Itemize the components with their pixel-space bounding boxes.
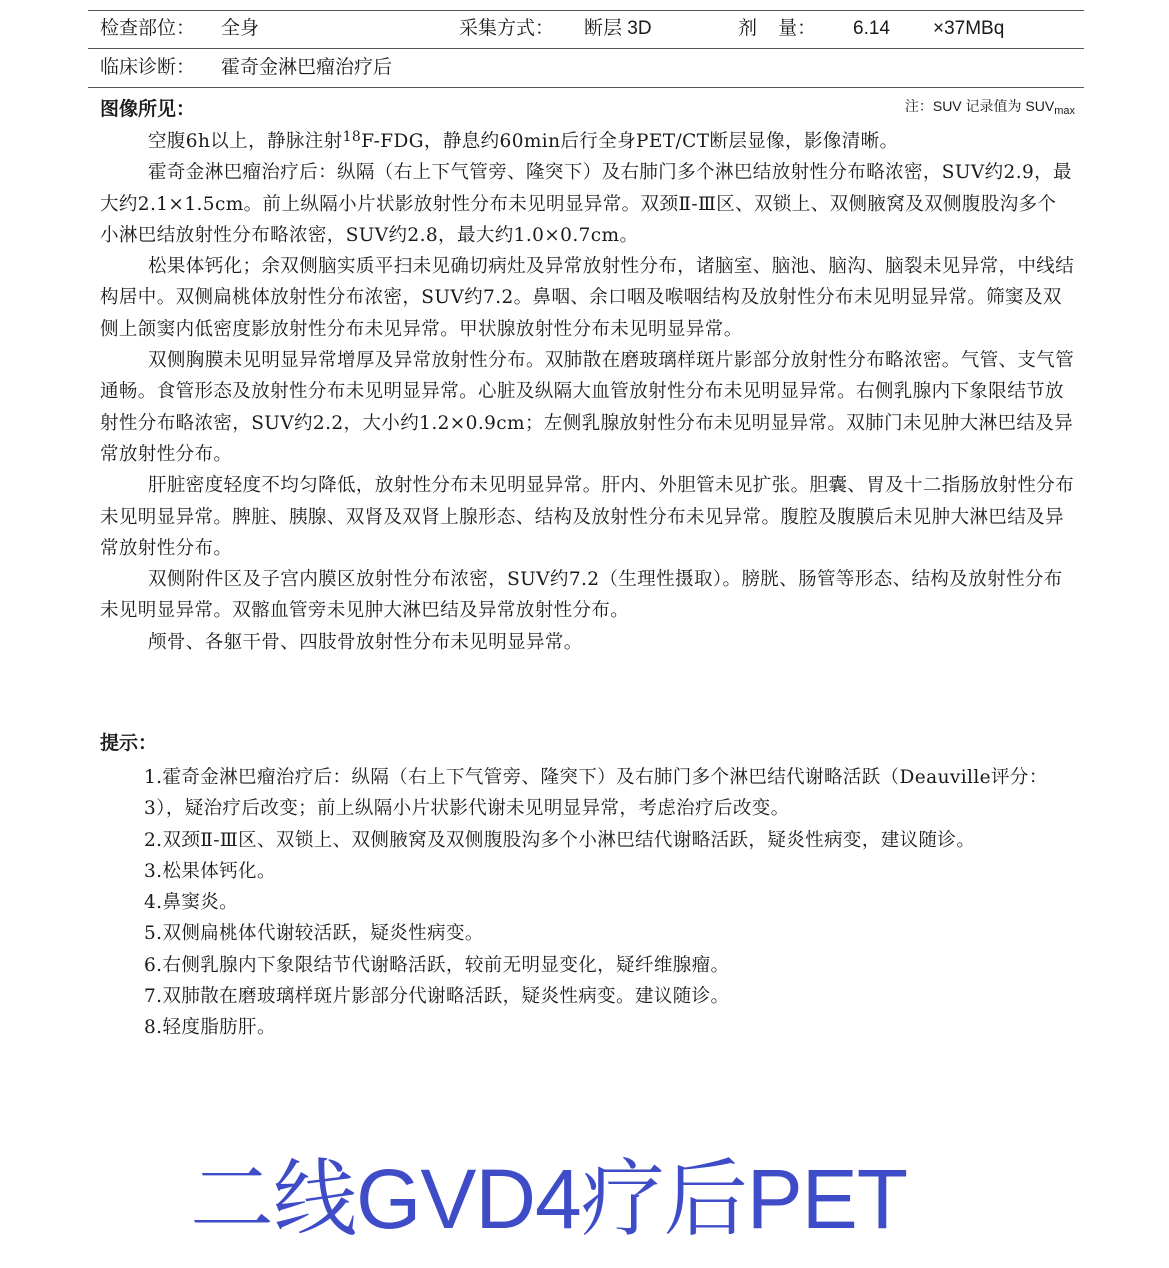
findings-paragraph-chest: 双侧胸膜未见明显异常增厚及异常放射性分布。双肺散在磨玻璃样斑片影部分放射性分布略浓密。气管、支气管通畅。食管形态及放射性分布未见明显异常。心脏及纵隔大血管放射性分布未见明显异常。右侧乳腺内下象限结节放射性分布略浓密，SUV约2.2，大小约1.2×0.9cm；左侧乳腺放射性分布未见明显异常。双肺门未见肿大淋巴结及异常放射性分布。 (100, 350, 1075, 465)
header-divider-2 (88, 87, 1084, 88)
hint-item: 5.双侧扁桃体代谢较活跃，疑炎性病变。 (144, 923, 484, 945)
suv-note (905, 96, 1075, 117)
top-border-line (88, 10, 1084, 11)
hint-item: 1.霍奇金淋巴瘤治疗后：纵隔（右上下气管旁、隆突下）及右肺门多个淋巴结代谢略活跃（Deauville评分：3），疑治疗后改变；前上纵隔小片状影代谢未见明显异常，考虑治疗后改变。 (144, 767, 1048, 820)
acquisition-method-label: 采集方式： (459, 18, 555, 39)
suv-note-subscript: max (1054, 105, 1075, 117)
findings-paragraph-pelvis: 双侧附件区及子宫内膜区放射性分布浓密，SUV约7.2（生理性摄取）。膀胱、肠管等形态、结构及放射性分布未见明显异常。双髂血管旁未见肿大淋巴结及异常放射性分布。 (100, 569, 1063, 622)
findings-intro (100, 126, 1075, 157)
acquisition-method-value: 断层 3D (584, 18, 652, 39)
overlay-caption: 二线GVD4疗后PET (190, 1152, 908, 1246)
clinical-diagnosis-label: 临床诊断： (100, 57, 196, 78)
findings-paragraph-abdomen: 肝脏密度轻度不均匀降低，放射性分布未见明显异常。肝内、外胆管未见扩张。胆囊、胃及十二指肠放射性分布未见明显异常。脾脏、胰腺、双肾及双肾上腺形态、结构及放射性分布未见异常。腹腔及腹膜后未见肿大淋巴结及异常放射性分布。 (100, 475, 1075, 559)
header-divider-1 (88, 48, 1084, 49)
hints-list (144, 762, 1079, 1044)
hints-title: 提示： (100, 733, 158, 754)
exam-site-value: 全身 (221, 18, 260, 39)
hint-item: 6.右侧乳腺内下象限结节代谢略活跃，较前无明显变化，疑纤维腺瘤。 (144, 954, 730, 976)
findings-intro-post: F-FDG，静息约60min后行全身PET/CT断层显像，影像清晰。 (361, 131, 899, 152)
hint-item: 3.松果体钙化。 (144, 860, 276, 882)
findings-paragraph-lymph: 霍奇金淋巴瘤治疗后：纵隔（右上下气管旁、隆突下）及右肺门多个淋巴结放射性分布略浓密，SUV约2.9，最大约2.1×1.5cm。前上纵隔小片状影放射性分布未见明显异常。双颈Ⅱ-Ⅲ区、双锁上、双侧腋窝及双侧腹股沟多个小淋巴结放射性分布略浓密，SUV约2.8，最大约1.0×0.7cm。 (100, 162, 1072, 246)
findings-paragraph-head: 松果体钙化；余双侧脑实质平扫未见确切病灶及异常放射性分布，诸脑室、脑池、脑沟、脑裂未见异常，中线结构居中。双侧扁桃体放射性分布浓密，SUV约7.2。鼻咽、余口咽及喉咽结构及放射性分布未见明显异常。筛窦及双侧上颌窦内低密度影放射性分布未见异常。甲状腺放射性分布未见明显异常。 (100, 256, 1075, 340)
hint-item: 4.鼻窦炎。 (144, 892, 239, 914)
dose-unit: ×37MBq (933, 18, 1005, 39)
isotope-superscript: 18 (342, 129, 362, 145)
hint-item: 2.双颈Ⅱ-Ⅲ区、双锁上、双侧腋窝及双侧腹股沟多个小淋巴结代谢略活跃，疑炎性病变，建议随诊。 (144, 829, 976, 851)
suv-note-text: 注：SUV 记录值为 SUV (904, 98, 1055, 114)
findings-paragraph-bone: 颅骨、各躯干骨、四肢骨放射性分布未见明显异常。 (148, 631, 583, 653)
hint-item: 8.轻度脂肪肝。 (144, 1017, 276, 1039)
dose-label: 剂 量： (738, 18, 817, 39)
clinical-diagnosis-value: 霍奇金淋巴瘤治疗后 (221, 57, 393, 78)
hint-item: 7.双肺散在磨玻璃样斑片影部分代谢略活跃，疑炎性病变。建议随诊。 (144, 986, 730, 1008)
findings-title: 图像所见： (100, 99, 196, 120)
findings-intro-pre: 空腹6h以上，静脉注射 (148, 131, 343, 152)
exam-site-label: 检查部位： (100, 18, 196, 39)
dose-value: 6.14 (853, 18, 890, 39)
findings-body (100, 126, 1075, 658)
